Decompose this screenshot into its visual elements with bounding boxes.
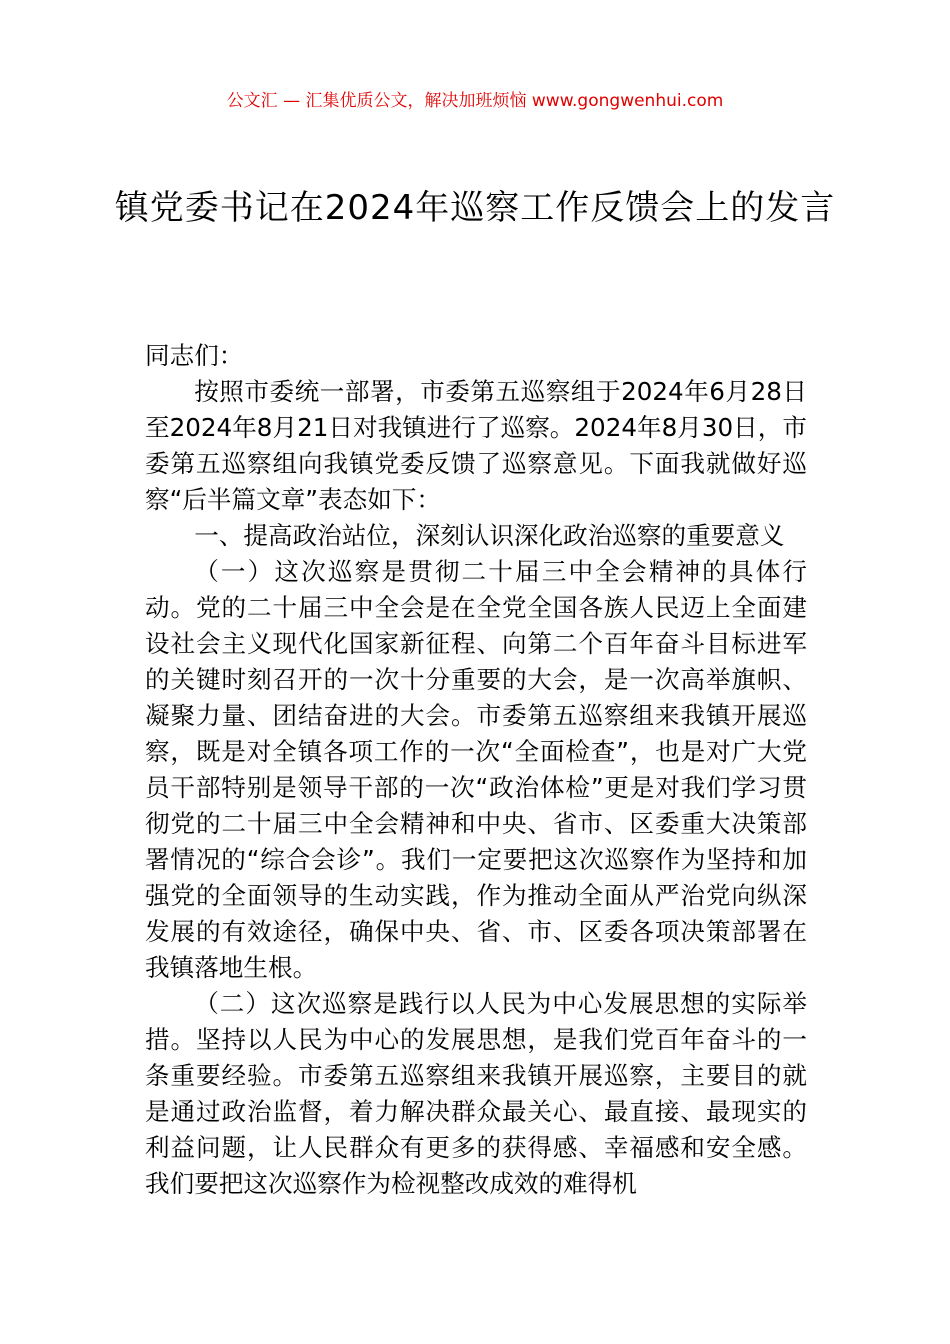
section-heading-1: 一、提高政治站位，深刻认识深化政治巡察的重要意义 <box>194 521 785 550</box>
salutation: 同志们： <box>145 341 244 370</box>
paragraph-1-1: （一）这次巡察是贯彻二十届三中全会精神的具体行动。党的二十届三中全会是在全党全国各族人民迈上全面建设社会主义现代化国家新征程、向第二个百年奋斗目标进军的关键时刻召开的一次十分重要的大会，是一次高举旗帜、凝聚力量、团结奋进的大会。市委第五巡察组来我镇开展巡察，既是对全镇各项工作的一次“全面检查”，也是对广大党员干部特别是领导干部的一次“政治体检”更是对我们学习贯彻党的二十届三中全会精神和中央、省市、区委重大决策部署情况的“综合会诊”。我们一定要把这次巡察作为坚持和加强党的全面领导的生动实践，作为推动全面从严治党向纵深发展的有效途径，确保中央、省、市、区委各项决策部署在我镇落地生根。 <box>145 557 807 982</box>
document-body <box>145 338 807 1202</box>
paragraph-1-2: （二）这次巡察是践行以人民为中心发展思想的实际举措。坚持以人民为中心的发展思想，是我们党百年奋斗的一条重要经验。市委第五巡察组来我镇开展巡察，主要目的就是通过政治监督，着力解决群众最关心、最直接、最现实的利益问题，让人民群众有更多的获得感、幸福感和安全感。我们要把这次巡察作为检视整改成效的难得机 <box>145 989 807 1198</box>
document-title: 镇党委书记在2024年巡察工作反馈会上的发言 <box>114 188 836 228</box>
paragraph-intro: 按照市委统一部署，市委第五巡察组于2024年6月28日至2024年8月21日对我镇进行了巡察。2024年8月30日，市委第五巡察组向我镇党委反馈了巡察意见。下面我就做好巡察“后半篇文章”表态如下： <box>145 377 807 514</box>
site-banner: 公文汇 — 汇集优质公文，解决加班烦恼 www.gongwenhui.com <box>226 91 724 111</box>
